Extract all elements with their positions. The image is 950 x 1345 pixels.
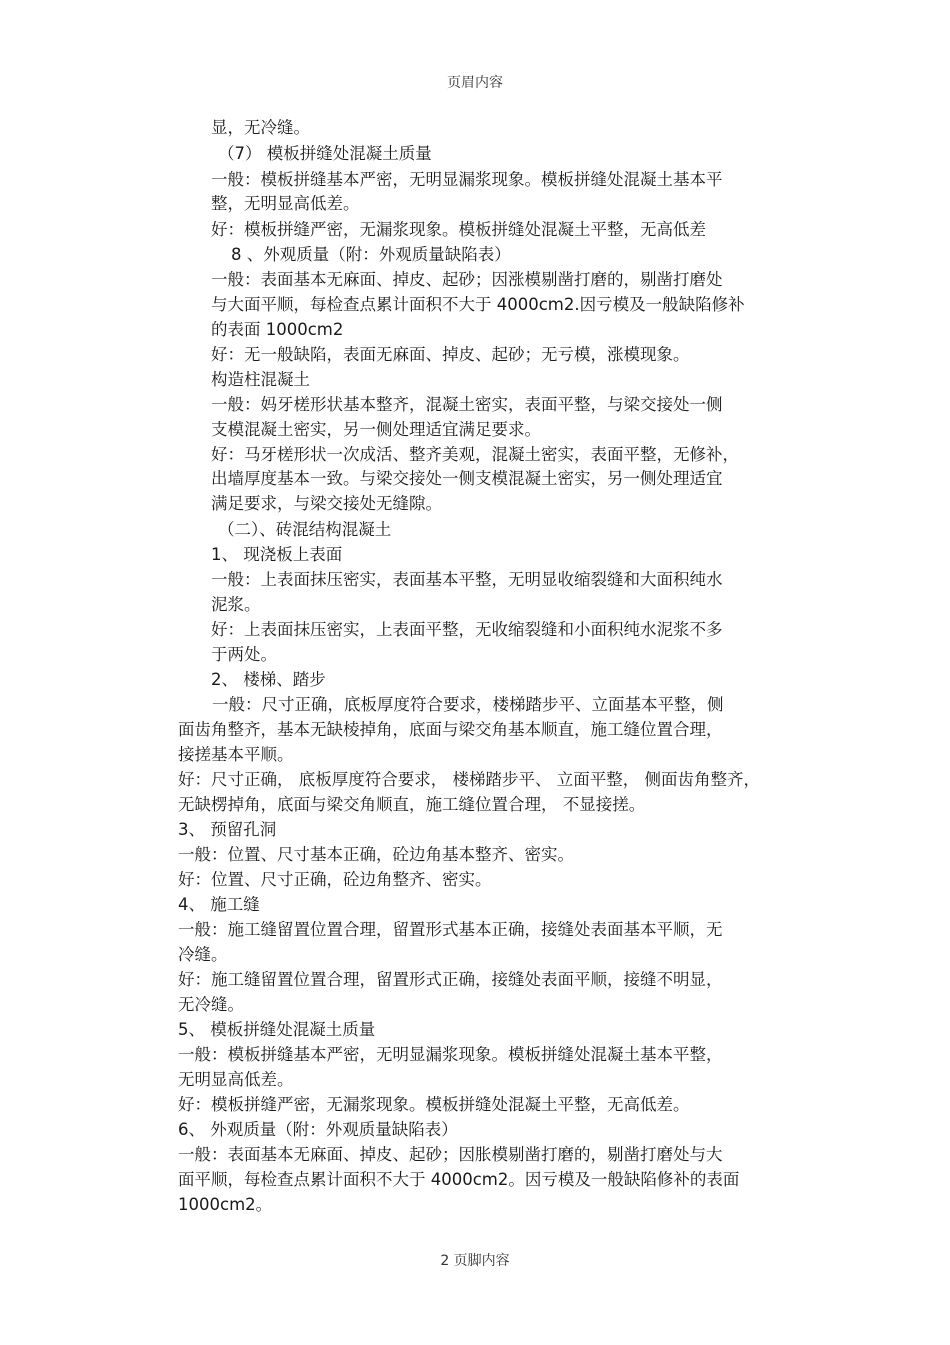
text-line: 好：无一般缺陷，表面无麻面、掉皮、起砂；无亏模，涨模现象。 xyxy=(211,345,690,364)
section-heading: 8 、外观质量（附：外观质量缺陷表） xyxy=(231,245,511,264)
text-line: 于两处。 xyxy=(211,645,277,664)
text-line: 好：位置、尺寸正确，砼边角整齐、密实。 xyxy=(178,870,492,889)
text-line: 接搓基本平顺。 xyxy=(178,745,294,764)
text-line: 好：模板拼缝严密，无漏浆现象。模板拼缝处混凝土平整，无高低差。 xyxy=(178,1095,690,1114)
text-line: 一般：表面基本无麻面、掉皮、起砂；因涨模剔凿打磨的，剔凿打磨处 xyxy=(211,270,723,289)
text-line: 面齿角整齐，基本无缺棱掉角，底面与梁交角基本顺直，施工缝位置合理， xyxy=(178,720,723,739)
text-line: 一般：施工缝留置位置合理，留置形式基本正确，接缝处表面基本平顺，无 xyxy=(178,920,723,939)
text-line: 无缺楞掉角，底面与梁交角顺直，施工缝位置合理， 不显接搓。 xyxy=(178,795,646,814)
section-heading: 3、 预留孔洞 xyxy=(178,820,277,839)
section-heading: 5、 模板拼缝处混凝土质量 xyxy=(178,1020,376,1039)
text-line: 整，无明显高低差。 xyxy=(211,194,360,213)
page-header: 页眉内容 xyxy=(447,75,503,91)
text-line: 的表面 1000cm2 xyxy=(211,320,344,339)
text-line: 好：马牙槎形状一次成活、整齐美观，混凝土密实，表面平整，无修补， xyxy=(211,445,739,464)
text-line: 满足要求，与梁交接处无缝隙。 xyxy=(211,494,442,513)
text-line: 好：上表面抹压密实，上表面平整，无收缩裂缝和小面积纯水泥浆不多 xyxy=(211,620,723,639)
page-footer: 2 页脚内容 xyxy=(440,1253,510,1269)
text-line: 无明显高低差。 xyxy=(178,1070,294,1089)
text-line: 与大面平顺，每检查点累计面积不大于 4000cm2.因亏模及一般缺陷修补 xyxy=(211,295,745,314)
text-line: 面平顺，每检查点累计面积不大于 4000cm2。因亏模及一般缺陷修补的表面 xyxy=(178,1170,740,1189)
section-heading: （二）、砖混结构混凝土 xyxy=(218,520,392,539)
text-line: 一般：妈牙槎形状基本整齐，混凝土密实，表面平整，与梁交接处一侧 xyxy=(211,395,723,414)
text-line: 一般：位置、尺寸基本正确，砼边角基本整齐、密实。 xyxy=(178,845,574,864)
text-line: 冷缝。 xyxy=(178,945,228,964)
text-line: 一般：尺寸正确，底板厚度符合要求，楼梯踏步平、立面基本平整，侧 xyxy=(212,695,724,714)
section-heading: 6、 外观质量（附：外观质量缺陷表） xyxy=(178,1120,458,1139)
section-heading: 构造柱混凝土 xyxy=(211,370,310,389)
section-heading: 2、 楼梯、踏步 xyxy=(211,670,326,689)
text-line: 泥浆。 xyxy=(211,595,261,614)
text-line: 好：模板拼缝严密，无漏浆现象。模板拼缝处混凝土平整，无高低差 xyxy=(211,220,706,239)
text-line: 一般：模板拼缝基本严密，无明显漏浆现象。模板拼缝处混凝土基本平 xyxy=(211,170,723,189)
text-line: 支模混凝土密实，另一侧处理适宜满足要求。 xyxy=(211,420,541,439)
section-heading: 1、 现浇板上表面 xyxy=(211,545,343,564)
text-line: 出墙厚度基本一致。与梁交接处一侧支模混凝土密实，另一侧处理适宜 xyxy=(211,469,723,488)
text-line: 一般：表面基本无麻面、掉皮、起砂；因胀模剔凿打磨的，剔凿打磨处与大 xyxy=(178,1145,723,1164)
text-line: 一般：上表面抹压密实，表面基本平整，无明显收缩裂缝和大面积纯水 xyxy=(211,570,723,589)
text-line: 1000cm2。 xyxy=(178,1195,273,1214)
text-line: 无冷缝。 xyxy=(178,995,244,1014)
section-heading: 4、 施工缝 xyxy=(178,895,260,914)
text-line: 显，无冷缝。 xyxy=(211,118,310,137)
section-heading: （7） 模板拼缝处混凝土质量 xyxy=(218,144,432,163)
text-line: 好：施工缝留置位置合理，留置形式正确，接缝处表面平顺，接缝不明显， xyxy=(178,970,723,989)
text-line: 好：尺寸正确， 底板厚度符合要求， 楼梯踏步平、 立面平整， 侧面齿角整齐， xyxy=(178,770,760,789)
text-line: 一般：模板拼缝基本严密，无明显漏浆现象。模板拼缝处混凝土基本平整， xyxy=(178,1045,723,1064)
